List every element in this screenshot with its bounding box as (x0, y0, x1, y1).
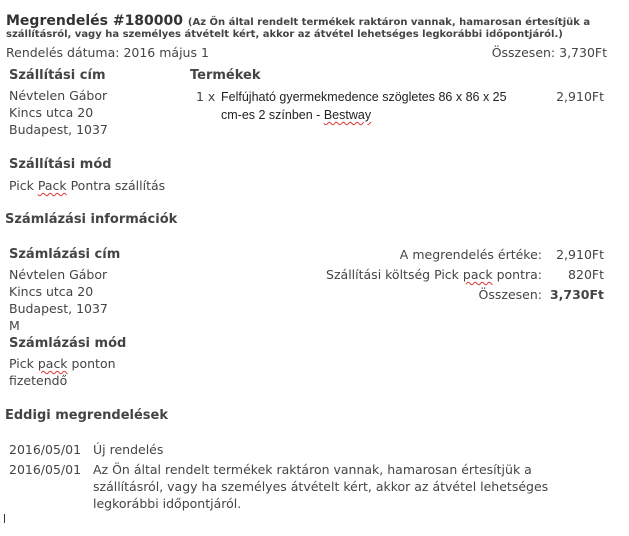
product-name-line2 (221, 108, 371, 122)
billing-method-word2: pack (37, 356, 68, 371)
shipping-cost-label-suffix: pontra: (492, 267, 542, 282)
order-status-note-line2: szállításról, vagy ha személyes átvételt kért, akkor az átvétel lehetséges legkorábbi időpontjáról.) (6, 29, 563, 40)
text-cursor (4, 514, 5, 523)
shipping-address-city: Budapest, 1037 (9, 122, 108, 137)
shipping-method-heading: Szállítási mód (9, 157, 112, 172)
history-entry-date: 2016/05/01 (9, 442, 82, 457)
product-price: 2,910Ft (556, 89, 604, 104)
shipping-method-word2: Pack (37, 178, 67, 193)
billing-info-heading: Számlázási információk (5, 212, 178, 227)
billing-address-name: Névtelen Gábor (9, 267, 108, 282)
billing-method-line1 (9, 356, 116, 371)
shipping-cost-label-pack: pack (462, 267, 493, 282)
shipping-method-word1: Pick (9, 178, 34, 193)
history-entry-date: 2016/05/01 (9, 462, 82, 477)
billing-method-word1: Pick (9, 356, 34, 371)
billing-method-line2: fizetendő (9, 373, 68, 388)
order-value-label: A megrendelés értéke: (399, 247, 542, 262)
billing-address-heading: Számlázási cím (9, 247, 121, 262)
history-entry-text: Új rendelés (93, 442, 164, 457)
shipping-method-value (9, 178, 165, 193)
history-entry-text-line3: legkorábbi időpontjáról. (93, 496, 242, 511)
order-date: Rendelés dátuma: 2016 május 1 (6, 45, 209, 60)
grand-total-label: Összesen: (478, 287, 542, 302)
shipping-cost-value: 820Ft (568, 267, 604, 282)
billing-address-extra: M (9, 318, 20, 333)
order-title: Megrendelés #180000 (6, 13, 184, 29)
shipping-address-name: Névtelen Gábor (9, 88, 108, 103)
history-entry-text-line1: Az Ön által rendelt termékek raktáron vannak, hamarosan értesítjük a (93, 462, 532, 477)
shipping-method-rest: Pontra szállítás (70, 178, 166, 193)
grand-total-value: 3,730Ft (549, 287, 604, 302)
order-total: Összesen: 3,730Ft (491, 45, 607, 60)
product-name-line2-prefix: cm-es 2 színben - (221, 108, 324, 122)
shipping-address-heading: Szállítási cím (9, 68, 106, 83)
order-status-note-line1: (Az Ön által rendelt termékek raktáron vannak, hamarosan értesítjük a (187, 17, 591, 28)
product-quantity: 1 x (196, 89, 216, 104)
order-value: 2,910Ft (556, 247, 604, 262)
product-brand: Bestway (323, 108, 372, 122)
shipping-cost-label (326, 267, 542, 282)
order-header (6, 13, 590, 29)
shipping-cost-label-prefix: Szállítási költség Pick (326, 267, 463, 282)
billing-method-heading: Számlázási mód (9, 336, 127, 351)
shipping-address-street: Kincs utca 20 (9, 105, 94, 120)
billing-method-rest: ponton (71, 356, 116, 371)
order-history-heading: Eddigi megrendelések (5, 408, 168, 423)
billing-address-street: Kincs utca 20 (9, 284, 94, 299)
products-heading: Termékek (190, 68, 261, 83)
history-entry-text-line2: szállításról, vagy ha személyes átvételt kért, akkor az átvétel lehetséges (93, 479, 549, 494)
product-name-line1: Felfújható gyermekmedence szögletes 86 x 86 x 25 (221, 90, 507, 104)
billing-address-city: Budapest, 1037 (9, 301, 108, 316)
